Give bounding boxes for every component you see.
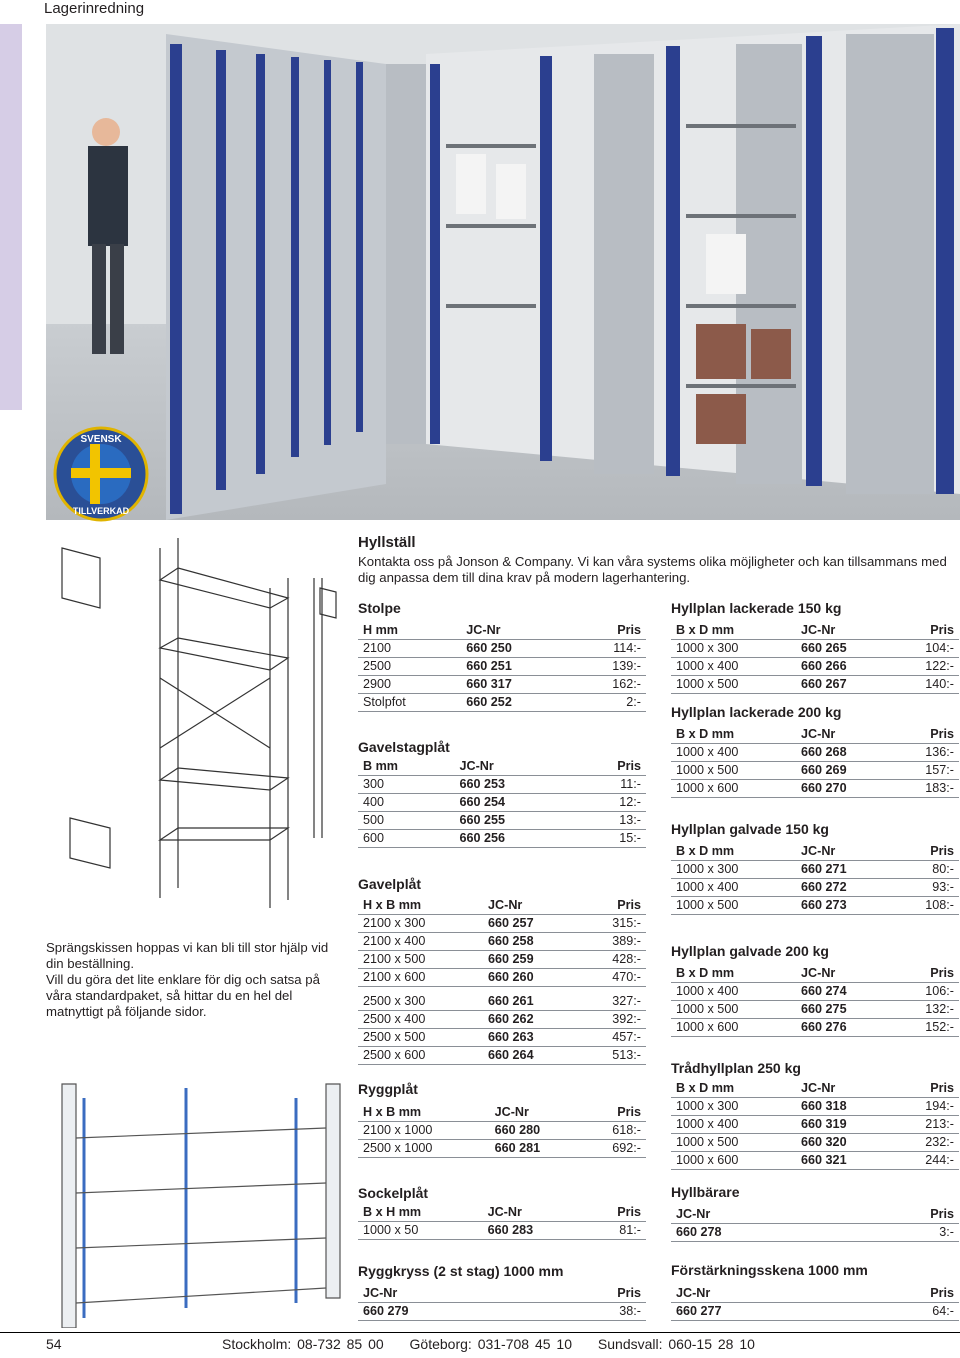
sockelplat-table: B x H mm JC-Nr Pris 1000 x 50 660 283 81:- [358, 1203, 646, 1240]
footer-contacts [222, 1336, 775, 1352]
hg150-title: Hyllplan galvade 150 kg [671, 821, 829, 837]
ryggkryss-title: Ryggkryss (2 st stag) 1000 mm [358, 1263, 564, 1279]
hl200-title: Hyllplan lackerade 200 kg [671, 704, 842, 720]
trad-table: B x D mm JC-Nr Pris 1000 x 300 660 318 194:- 1000 x 400 660 319 213:- 1000 x 500 660 320 232:- 1000 x 600 660 321 244:- [671, 1079, 959, 1170]
sockelplat-title: Sockelplåt [358, 1185, 429, 1201]
gavelstag-table: B mm JC-Nr Pris 300 660 253 11:- 400 660 254 12:- 500 660 255 13:- 600 660 256 15:- [358, 757, 646, 848]
page-number: 54 [46, 1336, 62, 1352]
table-row: 1000 x 500 660 273 108:- [671, 896, 959, 914]
table-row: 2100 x 600 660 260 470:- [358, 968, 646, 986]
intro-title: Hyllställ [358, 534, 416, 551]
table-row: 1000 x 500 660 275 132:- [671, 1000, 959, 1018]
table-row: 1000 x 500 660 320 232:- [671, 1133, 959, 1151]
table-row: 1000 x 400 660 274 106:- [671, 982, 959, 1000]
stolpe-table: H mm JC-Nr Pris 2100 660 250 114:- 2500 660 251 139:- 2900 660 317 162:- Stolpfot 660 252 2:- [358, 621, 646, 712]
table-row: 1000 x 600 660 276 152:- [671, 1018, 959, 1036]
hl150-table: B x D mm JC-Nr Pris 1000 x 300 660 265 104:- 1000 x 400 660 266 122:- 1000 x 500 660 267 140:- [671, 621, 959, 694]
table-row: 600 660 256 15:- [358, 829, 646, 847]
table-row: 660 279 38:- [358, 1302, 646, 1320]
table-row: 300 660 253 11:- [358, 775, 646, 793]
table-row: 2500 x 500 660 263 457:- [358, 1028, 646, 1046]
table-row: 2500 660 251 139:- [358, 657, 646, 675]
hg200-title: Hyllplan galvade 200 kg [671, 943, 829, 959]
table-row: 2100 x 1000 660 280 618:- [358, 1121, 646, 1139]
table-row: 2500 x 300 660 261 327:- [358, 992, 646, 1010]
table-row: 1000 x 400 660 268 136:- [671, 743, 959, 761]
hl200-table: B x D mm JC-Nr Pris 1000 x 400 660 268 136:- 1000 x 500 660 269 157:- 1000 x 600 660 270 183:- [671, 725, 959, 798]
forstark-table: JC-Nr Pris 660 277 64:- [671, 1284, 959, 1321]
svensk-tillverkad-seal [46, 424, 156, 524]
page-header-title: Lagerinredning [44, 0, 145, 17]
table-row: 1000 x 300 660 318 194:- [671, 1097, 959, 1115]
table-row: 1000 x 300 660 271 80:- [671, 860, 959, 878]
table-row: 2100 x 300 660 257 315:- [358, 914, 646, 932]
intro-text: Kontakta oss på Jonson & Company. Vi kan våra systems olika möjligheter och kan tillsammans med dig anpassa dem till dina krav på modern lagerhantering. [358, 554, 947, 585]
table-row: 1000 x 400 660 319 213:- [671, 1115, 959, 1133]
table-row: 1000 x 300 660 265 104:- [671, 639, 959, 657]
table-row: 400 660 254 12:- [358, 793, 646, 811]
table-row: 2500 x 400 660 262 392:- [358, 1010, 646, 1028]
left-paragraph-1: Sprängskissen hoppas vi kan bli till stor hjälp vid din beställning. [46, 940, 329, 971]
table-row: 2500 x 1000 660 281 692:- [358, 1139, 646, 1157]
forstark-title: Förstärkningsskena 1000 mm [671, 1262, 868, 1278]
exploded-shelf-drawing [40, 528, 350, 918]
table-row: 1000 x 400 660 272 93:- [671, 878, 959, 896]
gavelstag-title: Gavelstagplåt [358, 739, 450, 755]
table-row: 500 660 255 13:- [358, 811, 646, 829]
hg150-table: B x D mm JC-Nr Pris 1000 x 300 660 271 80:- 1000 x 400 660 272 93:- 1000 x 500 660 273 108:- [671, 842, 959, 915]
seal-bottom-text: TILLVERKAD [72, 506, 130, 516]
assembled-shelf-drawing [56, 1078, 346, 1328]
left-description [46, 940, 346, 1020]
table-row: Stolpfot 660 252 2:- [358, 693, 646, 711]
stolpe-title: Stolpe [358, 600, 401, 616]
table-row: 2100 x 400 660 258 389:- [358, 932, 646, 950]
table-row: 2900 660 317 162:- [358, 675, 646, 693]
hg200-table: B x D mm JC-Nr Pris 1000 x 400 660 274 106:- 1000 x 500 660 275 132:- 1000 x 600 660 276 152:- [671, 964, 959, 1037]
table-row: 2500 x 600 660 264 513:- [358, 1046, 646, 1064]
table-row: 1000 x 400 660 266 122:- [671, 657, 959, 675]
left-paragraph-2: Vill du göra det lite enklare för dig och satsa på våra standardpaket, så hittar du en hel del matnyttigt på följande sidor. [46, 972, 320, 1019]
hl150-title: Hyllplan lackerade 150 kg [671, 600, 842, 616]
table-row: 2100 x 500 660 259 428:- [358, 950, 646, 968]
footer-divider [0, 1332, 960, 1333]
goteborg-phone: Göteborg: 031-708 45 10 [409, 1336, 573, 1352]
hyllbarare-title: Hyllbärare [671, 1184, 740, 1200]
trad-title: Trådhyllplan 250 kg [671, 1060, 801, 1076]
gavelplat-title: Gavelplåt [358, 876, 422, 892]
gavelplat-table: H x B mm JC-Nr Pris 2100 x 300 660 257 315:- 2100 x 400 660 258 389:- 2100 x 500 660 259 428:- 2100 x 600 660 260 470:- 2500 x 300 660 261 327:- 2500 x 400 660 262 392:- 2500 x 500 660 263 457:- 2500 x 600 660 264 513:- [358, 896, 646, 1065]
table-row: 1000 x 50 660 283 81:- [358, 1221, 646, 1239]
stockholm-phone: Stockholm: 08-732 85 00 [222, 1336, 384, 1352]
sundsvall-phone: Sundsvall: 060-15 28 10 [597, 1336, 755, 1352]
table-row: 1000 x 600 660 321 244:- [671, 1151, 959, 1169]
hyllbarare-table: JC-Nr Pris 660 278 3:- [671, 1205, 959, 1242]
table-row: 1000 x 500 660 267 140:- [671, 675, 959, 693]
table-row: 660 278 3:- [671, 1223, 959, 1241]
table-row: 660 277 64:- [671, 1302, 959, 1320]
table-row: 1000 x 600 660 270 183:- [671, 779, 959, 797]
ryggkryss-table: JC-Nr Pris 660 279 38:- [358, 1284, 646, 1321]
section-color-bar [0, 24, 22, 410]
seal-top-text: SVENSK [80, 434, 122, 445]
ryggplat-title: Ryggplåt [358, 1081, 418, 1097]
table-row: 1000 x 500 660 269 157:- [671, 761, 959, 779]
ryggplat-table: H x B mm JC-Nr Pris 2100 x 1000 660 280 618:- 2500 x 1000 660 281 692:- [358, 1103, 646, 1158]
warehouse-photo [46, 24, 960, 520]
table-row: 2100 660 250 114:- [358, 639, 646, 657]
